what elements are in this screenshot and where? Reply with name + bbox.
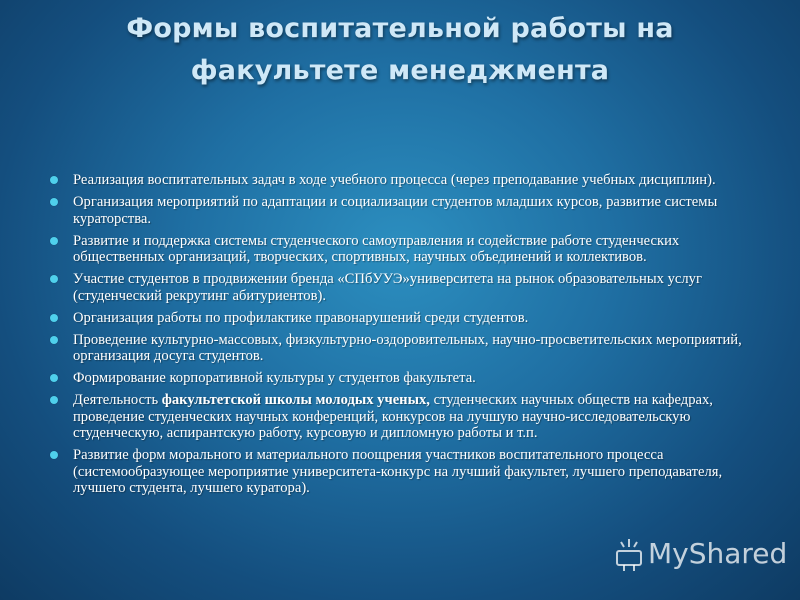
- bullet-text: Организация мероприятий по адаптации и социализации студентов младших курсов, развитие системы кураторства.: [73, 194, 718, 227]
- bullet-dot-icon: [50, 176, 58, 184]
- bullet-dot-icon: [50, 396, 58, 404]
- bullet-item: [48, 392, 760, 442]
- myshared-watermark: [612, 535, 788, 575]
- bullet-item: [48, 194, 760, 227]
- watermark-text: MyShared: [648, 537, 788, 570]
- myshared-logo-icon: [612, 537, 646, 573]
- bullet-item: [48, 332, 760, 365]
- bullet-text: Участие студентов в продвижении бренда «СПбУУЭ»университета на рынок образовательных услуг (студенческий рекрутинг абитуриентов).: [73, 271, 702, 304]
- bullet-dot-icon: [50, 336, 58, 344]
- bullet-text-post: студенческих научных обществ на кафедрах, проведение студенческих научных конференций, конкурсов на лучшую научно-исследовательскую студенческую, аспирантскую работу, курсовую и дипломную работы и т.п.: [73, 392, 713, 441]
- bullet-text-bold: факультетской школы молодых ученых,: [161, 392, 430, 408]
- bullet-dot-icon: [50, 374, 58, 382]
- bullet-text: Реализация воспитательных задач в ходе учебного процесса (через преподавание учебных дисциплин).: [73, 172, 716, 188]
- bullet-item: [48, 310, 760, 327]
- bullet-list: [48, 172, 760, 502]
- bullet-item: [48, 271, 760, 304]
- title-line-2: факультете менеджмента: [190, 55, 610, 86]
- bullet-dot-icon: [50, 237, 58, 245]
- slide-title: [40, 8, 760, 92]
- bullet-dot-icon: [50, 314, 58, 322]
- title-line-1: Формы воспитательной работы на: [126, 13, 674, 44]
- bullet-dot-icon: [50, 451, 58, 459]
- bullet-text: Организация работы по профилактике правонарушений среди студентов.: [73, 309, 529, 326]
- bullet-dot-icon: [50, 275, 58, 283]
- bullet-item: [48, 233, 760, 266]
- bullet-text: Формирование корпоративной культуры у студентов факультета.: [73, 370, 476, 386]
- bullet-text: Проведение культурно-массовых, физкультурно-оздоровительных, научно-просветительских мероприятий, организация досуга студентов.: [73, 331, 742, 364]
- bullet-item: [48, 370, 760, 387]
- bullet-item: [48, 172, 760, 189]
- bullet-text: Развитие и поддержка системы студенческого самоуправления и содействие работе студенческих общественных организаций, творческих, спортивных, научных объединений и коллективов.: [73, 232, 680, 265]
- bullet-dot-icon: [50, 198, 58, 206]
- bullet-text-pre: Деятельность: [73, 392, 162, 408]
- bullet-text: Развитие форм морального и материального поощрения участников воспитательного процесса (системообразующее мероприятие университета-конкурс на лучший факультет, лучшего преподавателя, лучшего студента, лучшего куратора).: [73, 447, 723, 496]
- bullet-item: [48, 447, 760, 497]
